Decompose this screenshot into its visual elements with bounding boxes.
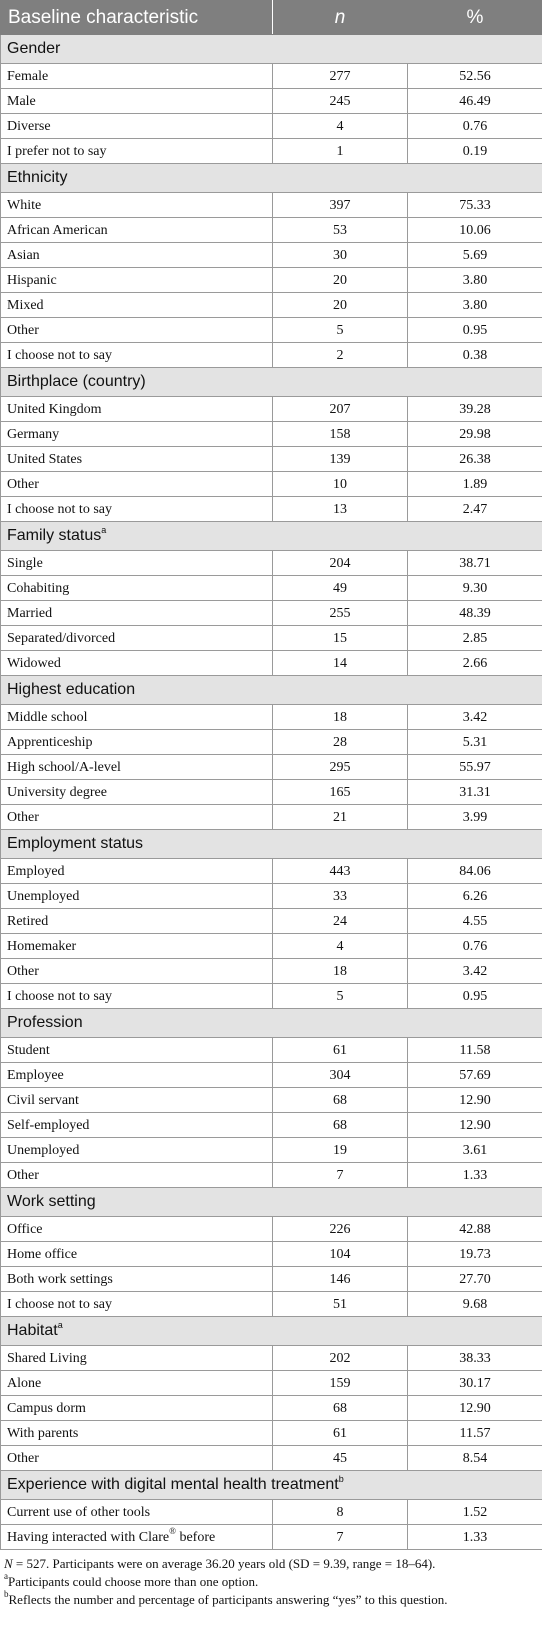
registered-mark: ® [169,1525,176,1536]
row-n: 20 [273,293,408,318]
row-label [1,909,273,934]
row-percent: 9.30 [408,576,542,601]
header-percent: % [408,1,542,35]
row-n: 4 [273,114,408,139]
row-label [1,1371,273,1396]
row-percent: 2.47 [408,497,542,522]
row-label [1,884,273,909]
row-percent: 0.76 [408,114,542,139]
table-row [1,755,542,780]
row-label-text: Hispanic [7,272,57,288]
row-label [1,551,273,576]
row-n: 104 [273,1242,408,1267]
row-label [1,1446,273,1471]
row-label-text: Widowed [7,655,61,671]
row-percent: 2.85 [408,626,542,651]
row-percent: 12.90 [408,1113,542,1138]
row-percent: 3.99 [408,805,542,830]
row-percent: 2.66 [408,651,542,676]
row-label [1,114,273,139]
row-label [1,1088,273,1113]
table-body [1,35,542,1550]
row-n: 8 [273,1500,408,1525]
row-label [1,422,273,447]
row-n: 7 [273,1525,408,1550]
section-footnote-mark: a [101,525,107,535]
table-row [1,1292,542,1317]
section-title [1,35,542,64]
row-label [1,1138,273,1163]
row-label [1,293,273,318]
table-row [1,576,542,601]
row-percent: 0.19 [408,139,542,164]
row-n: 304 [273,1063,408,1088]
section-title-text: Family status [7,527,102,544]
table-row [1,601,542,626]
row-label [1,268,273,293]
footnote-n-text: = 527. Participants were on average 36.20 years old (SD = 9.39, range = 18–64). [12,1556,436,1571]
row-label-text: Office [7,1221,43,1237]
table-row [1,397,542,422]
section-title-text: Highest education [7,681,136,698]
table-row [1,1088,542,1113]
row-label-text: Diverse [7,118,51,134]
row-label-text: Home office [7,1246,78,1262]
section-row [1,676,542,705]
row-n: 19 [273,1138,408,1163]
row-n: 139 [273,447,408,472]
row-n: 255 [273,601,408,626]
row-label [1,1267,273,1292]
row-percent: 1.33 [408,1163,542,1188]
row-n: 295 [273,755,408,780]
section-title-text: Work setting [7,1193,96,1210]
table-row [1,805,542,830]
row-label [1,730,273,755]
row-label [1,193,273,218]
row-label-text: Self-employed [7,1117,90,1133]
footnote-n [4,1555,542,1573]
section-title [1,522,542,551]
row-label-text: I choose not to say [7,501,112,517]
table-row [1,1113,542,1138]
row-label-text: I choose not to say [7,988,112,1004]
table-row [1,422,542,447]
row-label [1,139,273,164]
footnote-a-mark: a [4,1571,8,1581]
row-n: 5 [273,318,408,343]
row-n: 146 [273,1267,408,1292]
row-percent: 30.17 [408,1371,542,1396]
row-percent: 0.76 [408,934,542,959]
row-label-text: Unemployed [7,888,80,904]
row-label [1,1063,273,1088]
table-row [1,1217,542,1242]
section-row [1,368,542,397]
row-percent: 0.95 [408,984,542,1009]
row-n: 207 [273,397,408,422]
footnote-b [4,1591,542,1609]
section-row [1,522,542,551]
section-row [1,164,542,193]
row-label-text: Homemaker [7,938,77,954]
row-label [1,576,273,601]
row-percent: 0.95 [408,318,542,343]
row-n: 202 [273,1346,408,1371]
row-label-text: Other [7,1167,39,1183]
section-title-text: Ethnicity [7,169,68,186]
table-row [1,909,542,934]
row-percent: 8.54 [408,1446,542,1471]
row-n: 30 [273,243,408,268]
header-row [1,1,542,35]
row-label-text: Other [7,809,39,825]
row-label [1,705,273,730]
table-row [1,780,542,805]
table-row [1,89,542,114]
row-label [1,1217,273,1242]
table-row [1,193,542,218]
row-percent: 26.38 [408,447,542,472]
section-footnote-mark: a [57,1320,63,1330]
row-label-text: Female [7,68,49,84]
row-n: 443 [273,859,408,884]
row-n: 14 [273,651,408,676]
row-label [1,218,273,243]
row-percent: 11.57 [408,1421,542,1446]
row-percent: 3.61 [408,1138,542,1163]
table-row [1,1346,542,1371]
row-n: 21 [273,805,408,830]
row-n: 1 [273,139,408,164]
row-label-text: Germany [7,426,60,442]
row-label-text: With parents [7,1425,79,1441]
row-percent: 48.39 [408,601,542,626]
section-row [1,830,542,859]
section-title-text: Habitat [7,1322,58,1339]
row-percent: 19.73 [408,1242,542,1267]
section-title [1,1317,542,1346]
row-label [1,1163,273,1188]
table-row [1,218,542,243]
row-label [1,651,273,676]
row-label [1,601,273,626]
row-percent: 46.49 [408,89,542,114]
row-percent: 11.58 [408,1038,542,1063]
footnote-n-symbol: N [4,1556,13,1571]
row-label-text: Retired [7,913,49,929]
row-n: 7 [273,1163,408,1188]
row-n: 204 [273,551,408,576]
row-label [1,1500,273,1525]
section-title [1,676,542,705]
table-row [1,243,542,268]
row-percent: 0.38 [408,343,542,368]
section-title [1,1471,542,1500]
row-n: 5 [273,984,408,1009]
row-n: 159 [273,1371,408,1396]
row-label-text: African American [7,222,108,238]
table-row [1,551,542,576]
row-n: 15 [273,626,408,651]
row-label-text: Apprenticeship [7,734,93,750]
row-label [1,497,273,522]
row-label [1,959,273,984]
section-title-text: Experience with digital mental health treatment [7,1476,339,1493]
table-row [1,447,542,472]
table-row [1,934,542,959]
section-title [1,830,542,859]
section-row [1,35,542,64]
row-percent: 27.70 [408,1267,542,1292]
table-row [1,984,542,1009]
row-label-text: Both work settings [7,1271,113,1287]
row-n: 51 [273,1292,408,1317]
row-n: 49 [273,576,408,601]
row-percent: 3.80 [408,293,542,318]
row-n: 226 [273,1217,408,1242]
table-footnotes [0,1555,542,1609]
row-percent: 55.97 [408,755,542,780]
table-row [1,1242,542,1267]
footnote-a-text: Participants could choose more than one option. [8,1574,259,1589]
row-label [1,1292,273,1317]
table-row [1,705,542,730]
row-label [1,1421,273,1446]
row-label [1,1038,273,1063]
footnote-b-text: Reflects the number and percentage of participants answering “yes” to this question. [8,1592,448,1607]
row-label-text: Employed [7,863,65,879]
row-label [1,934,273,959]
row-n: 53 [273,218,408,243]
row-percent: 75.33 [408,193,542,218]
section-footnote-mark: b [338,1474,344,1484]
row-label-text: Current use of other tools [7,1504,151,1520]
row-label-text: Shared Living [7,1350,87,1366]
table-row [1,859,542,884]
row-n: 277 [273,64,408,89]
row-percent: 9.68 [408,1292,542,1317]
row-n: 158 [273,422,408,447]
row-label-text: Mixed [7,297,44,313]
row-n: 18 [273,705,408,730]
row-percent: 29.98 [408,422,542,447]
table-row [1,1267,542,1292]
row-label-text: Married [7,605,53,621]
row-label-text: Civil servant [7,1092,79,1108]
row-label [1,805,273,830]
row-n: 245 [273,89,408,114]
row-label [1,1242,273,1267]
row-label [1,780,273,805]
section-row [1,1317,542,1346]
table-row [1,497,542,522]
row-n: 397 [273,193,408,218]
row-percent: 5.31 [408,730,542,755]
row-n: 20 [273,268,408,293]
table-row [1,1371,542,1396]
row-percent: 3.80 [408,268,542,293]
row-label-text: Alone [7,1375,42,1391]
row-label [1,318,273,343]
row-label-text: Other [7,476,39,492]
row-label-text: Cohabiting [7,580,70,596]
row-n: 33 [273,884,408,909]
row-label [1,984,273,1009]
section-title [1,164,542,193]
table-row [1,139,542,164]
row-n: 68 [273,1088,408,1113]
section-title-text: Birthplace (country) [7,373,146,390]
row-n: 165 [273,780,408,805]
row-n: 4 [273,934,408,959]
row-label-text: I choose not to say [7,1296,112,1312]
header-characteristic: Baseline characteristic [1,1,273,35]
row-label [1,1346,273,1371]
row-label-text: United States [7,451,83,467]
table-row [1,884,542,909]
row-label-text: Unemployed [7,1142,80,1158]
row-percent: 1.89 [408,472,542,497]
table-row [1,114,542,139]
row-label-text: United Kingdom [7,401,102,417]
table-row [1,268,542,293]
footnote-b-mark: b [4,1589,9,1599]
section-title [1,1009,542,1038]
row-percent: 42.88 [408,1217,542,1242]
section-title-text: Gender [7,40,61,57]
row-label [1,472,273,497]
row-percent: 31.31 [408,780,542,805]
row-percent: 5.69 [408,243,542,268]
footnote-a [4,1573,542,1591]
row-percent: 12.90 [408,1088,542,1113]
row-label-text: High school/A-level [7,759,121,775]
table-row [1,472,542,497]
row-percent: 4.55 [408,909,542,934]
row-n: 10 [273,472,408,497]
row-percent: 3.42 [408,705,542,730]
row-percent: 1.52 [408,1500,542,1525]
table-row [1,1421,542,1446]
table-row [1,293,542,318]
section-title-text: Employment status [7,835,144,852]
row-percent: 52.56 [408,64,542,89]
row-label [1,1396,273,1421]
section-title-text: Profession [7,1014,83,1031]
row-percent: 1.33 [408,1525,542,1550]
row-label [1,243,273,268]
table-row [1,730,542,755]
section-row [1,1471,542,1500]
row-percent: 3.42 [408,959,542,984]
row-label-suffix: before [175,1529,216,1545]
row-label-text: Other [7,963,39,979]
table-row [1,1500,542,1525]
row-n: 28 [273,730,408,755]
row-label [1,397,273,422]
row-label [1,755,273,780]
table-row [1,1396,542,1421]
table-row [1,1525,542,1550]
row-label-text: Single [7,555,43,571]
row-label [1,626,273,651]
row-label [1,89,273,114]
row-label [1,1113,273,1138]
row-label [1,64,273,89]
row-label [1,859,273,884]
row-label-text: Employee [7,1067,64,1083]
table-row [1,1446,542,1471]
section-row [1,1009,542,1038]
row-n: 68 [273,1396,408,1421]
table-row [1,651,542,676]
row-n: 24 [273,909,408,934]
row-n: 13 [273,497,408,522]
row-n: 45 [273,1446,408,1471]
section-title [1,368,542,397]
row-label-text: Student [7,1042,50,1058]
row-n: 2 [273,343,408,368]
table-row [1,959,542,984]
row-percent: 38.33 [408,1346,542,1371]
table-row [1,1038,542,1063]
row-label [1,343,273,368]
row-label-text: I choose not to say [7,347,112,363]
table-row [1,318,542,343]
row-percent: 57.69 [408,1063,542,1088]
table-row [1,64,542,89]
table-row [1,1138,542,1163]
table-row [1,343,542,368]
row-n: 61 [273,1421,408,1446]
row-label-text: Asian [7,247,40,263]
row-n: 18 [273,959,408,984]
row-label-text: White [7,197,42,213]
row-label-text: Campus dorm [7,1400,86,1416]
row-n: 68 [273,1113,408,1138]
row-percent: 84.06 [408,859,542,884]
row-label-text: Having interacted with Clare [7,1529,170,1545]
row-label-text: Other [7,322,39,338]
row-label-text: University degree [7,784,107,800]
table-header [1,1,542,35]
row-label-text: I prefer not to say [7,143,107,159]
table-row [1,1163,542,1188]
header-n: n [273,1,408,35]
row-label [1,447,273,472]
section-row [1,1188,542,1217]
row-percent: 10.06 [408,218,542,243]
table-row [1,1063,542,1088]
row-label-text: Other [7,1450,39,1466]
row-percent: 39.28 [408,397,542,422]
row-label-text: Male [7,93,36,109]
section-title [1,1188,542,1217]
row-label-text: Middle school [7,709,88,725]
row-label-text: Separated/divorced [7,630,116,646]
row-label [1,1525,273,1550]
row-percent: 38.71 [408,551,542,576]
row-n: 61 [273,1038,408,1063]
table-row [1,626,542,651]
row-percent: 6.26 [408,884,542,909]
row-percent: 12.90 [408,1396,542,1421]
